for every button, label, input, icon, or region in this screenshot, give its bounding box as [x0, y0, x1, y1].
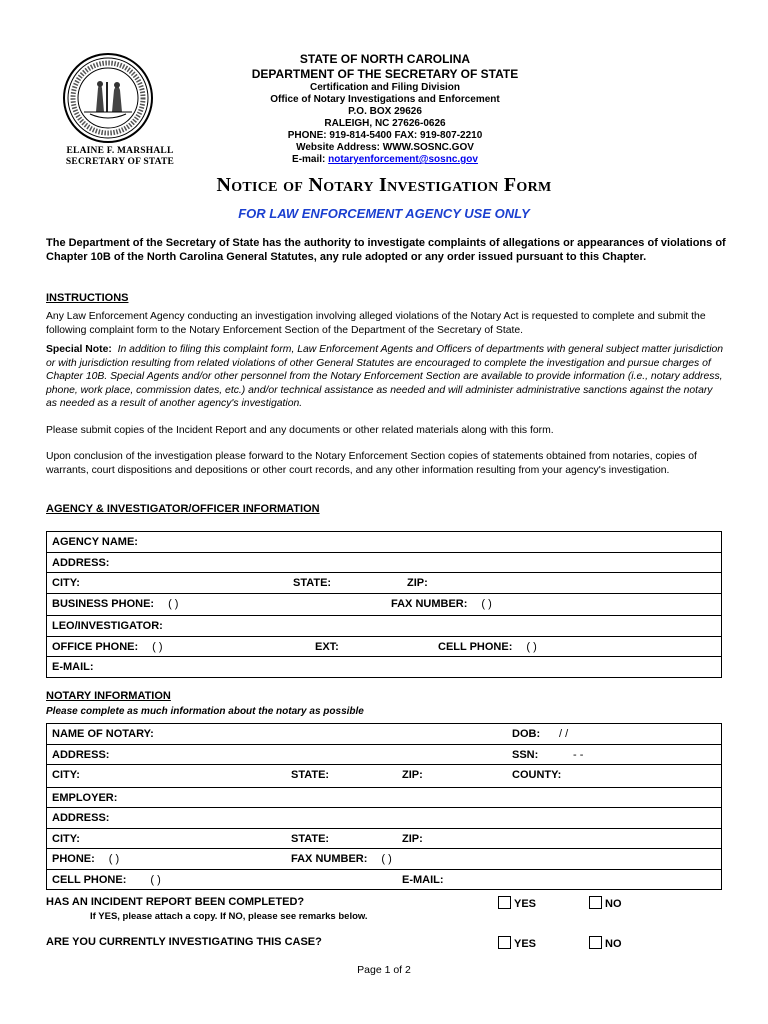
notary-section-heading: NOTARY INFORMATION — [46, 690, 171, 702]
header-email-label: E-mail: — [292, 154, 329, 165]
incident-report-question: HAS AN INCIDENT REPORT BEEN COMPLETED? — [46, 896, 305, 908]
notary-cell-row[interactable] — [47, 870, 721, 890]
yes-label: YES — [514, 938, 537, 950]
leo-cell-phone-label: CELL PHONE: ( ) — [438, 640, 537, 653]
agency-zip-label: ZIP: — [407, 577, 428, 589]
agency-city-label: CITY: — [52, 577, 80, 589]
form-subtitle: FOR LAW ENFORCEMENT AGENCY USE ONLY — [238, 206, 530, 221]
ext-label: EXT: — [315, 640, 339, 653]
employer-row[interactable] — [47, 788, 721, 809]
signatory-title: SECRETARY OF STATE — [65, 157, 175, 167]
notary-section-note: Please complete as much information about the notary as possible — [46, 706, 364, 717]
office-phone-row[interactable] — [47, 637, 721, 658]
header-office: Office of Notary Investigations and Enforcement — [270, 94, 500, 105]
notary-address-label: ADDRESS: — [52, 748, 110, 761]
instructions-paragraph-3: Upon conclusion of the investigation please forward to the Notary Enforcement Section copies of statements obtained from notaries, copies of warrants, court dispositions and depositions or other court records, and any other information resulting from your agency's investigation. — [46, 451, 697, 476]
incident-report-no-checkbox[interactable] — [589, 896, 622, 910]
notary-phone-row[interactable] — [47, 849, 721, 870]
header-website: Website Address: WWW.SOSNC.GOV — [296, 142, 474, 153]
investigating-no-checkbox[interactable] — [589, 936, 622, 950]
page-number: Page 1 of 2 — [357, 964, 411, 976]
agency-address-label: ADDRESS: — [52, 556, 110, 569]
leo-email-label: E-MAIL: — [52, 661, 94, 673]
employer-zip-label: ZIP: — [402, 832, 423, 845]
agency-fax-label: FAX NUMBER: ( ) — [391, 597, 492, 610]
agency-info-box — [46, 531, 722, 678]
notary-name-row[interactable] — [47, 724, 721, 745]
header-email — [185, 154, 585, 165]
agency-business-phone-row[interactable] — [47, 594, 721, 614]
special-note-label: Special Note: — [46, 344, 112, 355]
notary-info-box — [46, 723, 722, 890]
notary-email-label: E-MAIL: — [402, 873, 444, 886]
employer-state-label: STATE: — [291, 832, 330, 845]
ssn-label: SSN: — [512, 748, 539, 761]
notary-phone-label: PHONE: ( ) — [52, 853, 120, 865]
header-division: Certification and Filing Division — [309, 82, 460, 93]
employer-address-label: ADDRESS: — [52, 812, 110, 824]
signatory-name: ELAINE F. MARSHALL — [66, 146, 174, 156]
agency-state-label: STATE: — [293, 577, 332, 589]
office-phone-label: OFFICE PHONE: ( ) — [52, 640, 163, 653]
incident-report-yes-checkbox[interactable] — [498, 896, 536, 910]
no-label: NO — [605, 898, 622, 910]
notary-name-label: NAME OF NOTARY: — [52, 728, 154, 740]
agency-name-label: AGENCY NAME: — [52, 536, 138, 548]
header-city: RALEIGH, NC 27626-0626 — [324, 118, 446, 129]
notary-address-row[interactable] — [47, 745, 721, 766]
notary-zip-label: ZIP: — [402, 769, 423, 781]
header-state: STATE OF NORTH CAROLINA — [299, 52, 471, 66]
checkbox-icon — [498, 936, 511, 949]
form-title: Notice of Notary Investigation Form — [216, 174, 552, 196]
agency-section-heading: AGENCY & INVESTIGATOR/OFFICER INFORMATION — [46, 503, 320, 515]
nc-state-seal-icon — [62, 52, 154, 144]
notary-state-label: STATE: — [291, 769, 330, 781]
incident-report-instruction: If YES, please attach a copy. If NO, please see remarks below. — [90, 911, 368, 922]
instructions-heading: INSTRUCTIONS — [46, 292, 129, 304]
header-phone: PHONE: 919-814-5400 FAX: 919-807-2210 — [287, 130, 483, 141]
checkbox-icon — [498, 896, 511, 909]
dob-format: / / — [559, 728, 569, 740]
special-note-text: In addition to filing this complaint form, Law Enforcement Agents and Officers of departments with general subject matter jurisdiction or with jurisdiction resulting from related violations of other General Statutes are encouraged to complete the investigation and pursue charges of Chapter 10B. Special Agents and/or other personnel from the Notary Enforcement Section are available to provide information (i.e., notary address, phone, work place, commission dates, etc.) and/or technical assistance as needed and will administer administrative sanctions against the notary as needed as a result of another agency's investigation. — [46, 344, 724, 409]
header-department: DEPARTMENT OF THE SECRETARY OF STATE — [251, 67, 519, 81]
notary-fax-label: FAX NUMBER: ( ) — [291, 853, 392, 865]
employer-label: EMPLOYER: — [52, 791, 118, 804]
header-pobox: P.O. BOX 29626 — [348, 106, 422, 117]
dob-label: DOB: — [512, 728, 541, 740]
investigating-yes-checkbox[interactable] — [498, 936, 536, 950]
yes-label: YES — [514, 898, 537, 910]
leo-email-row[interactable] — [47, 657, 721, 677]
notary-city-label: CITY: — [52, 769, 80, 781]
authority-text: The Department of the Secretary of State has the authority to investigate complaints of allegations or appearances of violations of Chapter 10B of the North Carolina General Statutes, any rule adopted or any order issued pursuant to this Chapter. — [46, 237, 726, 263]
checkbox-icon — [589, 896, 602, 909]
no-label: NO — [605, 938, 622, 950]
employer-city-row[interactable] — [47, 829, 721, 850]
employer-address-row[interactable] — [47, 808, 721, 829]
ssn-format: - - — [573, 748, 584, 761]
county-label: COUNTY: — [512, 769, 562, 781]
checkbox-icon — [589, 936, 602, 949]
agency-city-row[interactable] — [47, 573, 721, 594]
instructions-paragraph-1: Any Law Enforcement Agency conducting an investigation involving alleged violations of the Notary Act is requested to complete and submit the following complaint form to the Notary Enforcement Section of the Department of the Secretary of State. — [46, 311, 706, 336]
agency-address-row[interactable] — [47, 553, 721, 574]
leo-row[interactable] — [47, 616, 721, 637]
special-note — [46, 343, 726, 411]
notary-cell-phone-label: CELL PHONE: ( ) — [52, 873, 161, 886]
employer-city-label: CITY: — [52, 832, 80, 845]
leo-investigator-label: LEO/INVESTIGATOR: — [52, 620, 163, 632]
email-link[interactable]: notaryenforcement@sosnc.gov — [328, 154, 478, 165]
notary-city-row[interactable] — [47, 765, 721, 785]
agency-name-row[interactable] — [47, 532, 721, 553]
investigating-question: ARE YOU CURRENTLY INVESTIGATING THIS CASE? — [46, 936, 322, 948]
instructions-paragraph-2: Please submit copies of the Incident Report and any documents or other related materials along with this form. — [46, 425, 554, 436]
business-phone-label: BUSINESS PHONE: ( ) — [52, 597, 179, 610]
